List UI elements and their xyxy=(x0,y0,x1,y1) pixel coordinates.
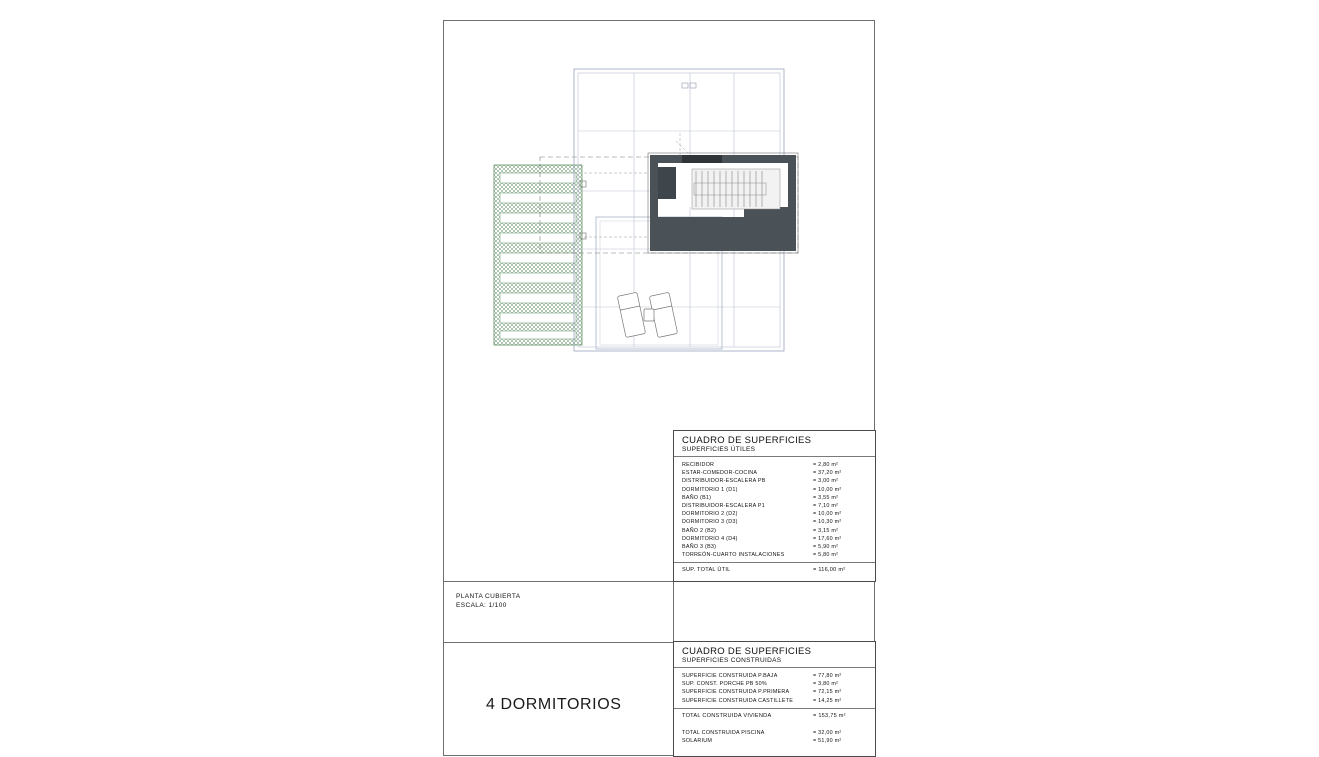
row-label: RECIBIDOR xyxy=(682,462,715,468)
table-row xyxy=(682,688,869,696)
row-label: DISTRIBUIDOR-ESCALERA PB xyxy=(682,478,766,485)
row-value: = 5,80 m² xyxy=(813,552,839,559)
row-label: TOTAL CONSTRUIDA PISCINA xyxy=(682,729,765,736)
table-row xyxy=(682,551,869,559)
lounger-furniture xyxy=(617,292,677,337)
row-value: = 3,00 m² xyxy=(813,478,839,485)
built-table-subtitle: SUPERFICIES CONSTRUIDAS xyxy=(682,657,782,664)
table-row xyxy=(682,535,869,543)
row-label: DORMITORIO 4 (D4) xyxy=(682,535,738,542)
rooftop-vent-detail xyxy=(682,83,696,88)
useful-total-row xyxy=(674,563,875,577)
hatched-pergola-area xyxy=(494,165,582,345)
table-row xyxy=(682,697,869,705)
row-value: = 3,15 m² xyxy=(813,527,839,534)
row-label: BAÑO 3 (B3) xyxy=(682,544,717,551)
table-row xyxy=(682,672,869,680)
total-label: SUP. TOTAL ÚTIL xyxy=(682,567,731,574)
row-value: = 2,80 m² xyxy=(813,462,839,468)
row-value: = 37,20 m² xyxy=(813,470,842,477)
row-label: SUPERFICIE CONSTRUIDA P.BAJA xyxy=(682,673,778,679)
table-row xyxy=(682,680,869,688)
useful-table-subtitle: SUPERFICIES ÚTILES xyxy=(682,446,756,453)
total-value: = 116,00 m² xyxy=(813,567,846,574)
useful-table-title: CUADRO DE SUPERFICIES xyxy=(682,435,812,446)
plan-caption-line1: PLANTA CUBIERTA xyxy=(456,593,521,600)
row-label: BAÑO 2 (B2) xyxy=(682,527,717,534)
row-value: = 51,90 m² xyxy=(813,738,842,745)
row-value: = 5,90 m² xyxy=(813,544,839,551)
bedrooms-label: 4 DORMITORIOS xyxy=(486,696,622,713)
plan-caption-line2: ESCALA: 1/100 xyxy=(456,602,507,609)
row-label: DORMITORIO 1 (D1) xyxy=(682,486,738,493)
table-row xyxy=(682,729,869,737)
row-value: = 3,55 m² xyxy=(813,494,839,501)
total-label: TOTAL CONSTRUIDA VIVIENDA xyxy=(682,712,772,719)
drawing-sheet xyxy=(443,20,875,756)
row-value: = 72,15 m² xyxy=(813,689,842,696)
table-row xyxy=(682,461,869,469)
table-row xyxy=(682,477,869,485)
row-value: = 7,10 m² xyxy=(813,503,839,510)
row-value: = 10,00 m² xyxy=(813,486,842,493)
table-row xyxy=(682,469,869,477)
row-label: BAÑO (B1) xyxy=(682,494,712,501)
row-value: = 32,00 m² xyxy=(813,729,842,736)
table-row xyxy=(682,527,869,535)
table-row xyxy=(682,502,869,510)
row-label: SUP. CONST. PORCHE PB 50% xyxy=(682,681,767,688)
useful-surfaces-table xyxy=(673,430,876,582)
plan-caption xyxy=(456,592,521,610)
row-label: SOLARIUM xyxy=(682,738,713,745)
built-extra-rows xyxy=(674,729,875,748)
row-label: SUPERFICIE CONSTRUIDA CASTILLETE xyxy=(682,697,794,704)
row-label: TORREÓN-CUARTO INSTALACIONES xyxy=(682,552,785,559)
row-label: DORMITORIO 2 (D2) xyxy=(682,511,738,518)
table-row xyxy=(682,737,869,745)
table-row xyxy=(682,518,869,526)
table-row xyxy=(682,543,869,551)
row-value: = 10,00 m² xyxy=(813,511,842,518)
row-label: SUPERFICIE CONSTRUIDA P.PRIMERA xyxy=(682,689,790,696)
row-value: = 10,30 m² xyxy=(813,519,842,526)
row-value: = 14,25 m² xyxy=(813,697,842,704)
built-table-rows xyxy=(674,668,875,708)
table-row xyxy=(682,510,869,518)
built-table-title: CUADRO DE SUPERFICIES xyxy=(682,646,812,657)
total-value: = 153,75 m² xyxy=(813,712,846,719)
row-value: = 77,80 m² xyxy=(813,673,842,679)
row-value: = 3,80 m² xyxy=(813,681,839,688)
row-label: DORMITORIO 3 (D3) xyxy=(682,519,738,526)
row-label: ESTAR-COMEDOR-COCINA xyxy=(682,470,758,477)
row-value: = 17,60 m² xyxy=(813,535,842,542)
row-label: DISTRIBUIDOR-ESCALERA P1 xyxy=(682,503,765,510)
built-surfaces-table xyxy=(673,641,876,757)
useful-table-rows xyxy=(674,457,875,562)
table-row xyxy=(682,494,869,502)
table-row xyxy=(682,486,869,494)
built-total-row xyxy=(674,709,875,723)
